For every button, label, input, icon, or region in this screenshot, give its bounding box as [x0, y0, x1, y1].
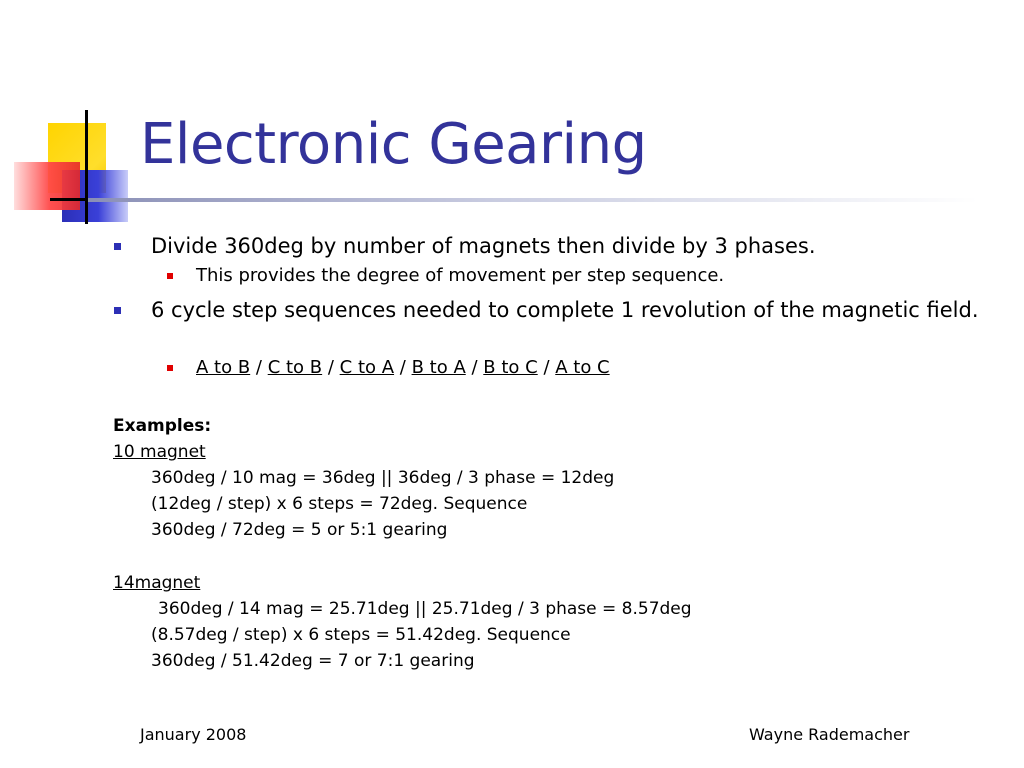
sequence-separator: /	[537, 357, 556, 378]
example-line: 360deg / 10 mag = 36deg || 36deg / 3 phase = 12deg	[151, 468, 615, 488]
bullet-cycle-sequences: 6 cycle step sequences needed to complete 1 revolution of the magnetic field.	[151, 296, 981, 324]
example-label-14-magnet[interactable]: 14magnet	[113, 573, 201, 593]
sequence-separator: /	[465, 357, 484, 378]
logo-vertical-line	[85, 110, 88, 224]
subbullet-sequence-links	[196, 356, 610, 380]
sequence-link-a-to-b[interactable]: A to B	[196, 357, 251, 378]
example-line: 360deg / 51.42deg = 7 or 7:1 gearing	[151, 651, 475, 671]
sequence-link-c-to-b[interactable]: C to B	[267, 357, 323, 378]
example-line: (8.57deg / step) x 6 steps = 51.42deg. Sequence	[151, 625, 571, 645]
sequence-separator: /	[250, 357, 268, 378]
footer-date: January 2008	[140, 725, 247, 744]
footer-author: Wayne Rademacher	[749, 725, 910, 744]
example-line: 360deg / 72deg = 5 or 5:1 gearing	[151, 520, 448, 540]
sequence-link-c-to-a[interactable]: C to A	[339, 357, 395, 378]
title-underline-rule	[88, 198, 978, 202]
example-line: (12deg / step) x 6 steps = 72deg. Sequence	[151, 494, 528, 514]
example-label-10-magnet[interactable]: 10 magnet	[113, 442, 206, 462]
example-line: 360deg / 14 mag = 25.71deg || 25.71deg / 3 phase = 8.57deg	[158, 599, 692, 619]
subbullet-degree-movement: This provides the degree of movement per step sequence.	[196, 265, 725, 286]
sequence-link-b-to-a[interactable]: B to A	[411, 357, 466, 378]
examples-heading: Examples:	[113, 416, 212, 436]
slide-title: Electronic Gearing	[140, 112, 647, 177]
bullet-divide-360: Divide 360deg by number of magnets then divide by 3 phases.	[151, 232, 981, 260]
sequence-link-a-to-c[interactable]: A to C	[555, 357, 610, 378]
sequence-link-b-to-c[interactable]: B to C	[483, 357, 538, 378]
logo-red-square	[14, 162, 80, 210]
sequence-separator: /	[394, 357, 412, 378]
sequence-separator: /	[322, 357, 340, 378]
